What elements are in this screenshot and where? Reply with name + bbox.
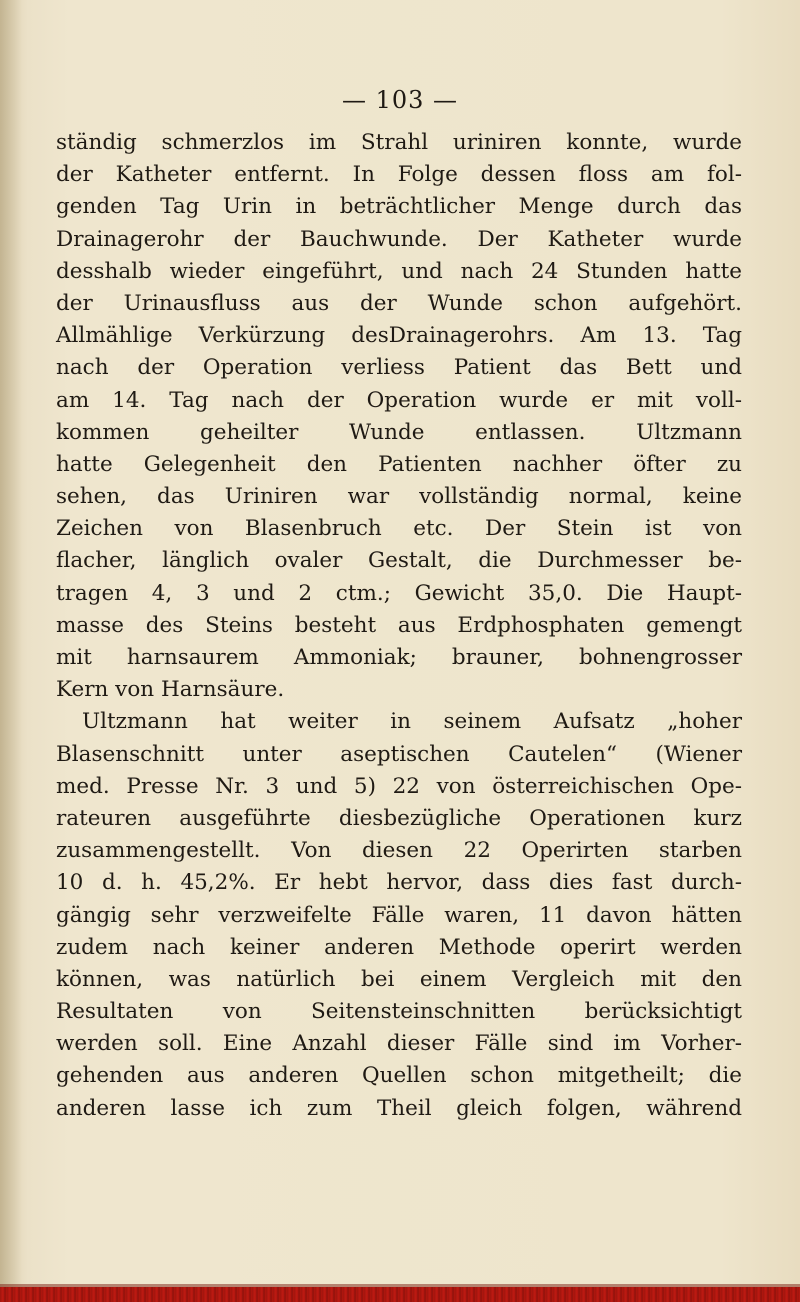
text-line: masse des Steins besteht aus Erdphosphaten gemengt: [56, 612, 742, 638]
bottom-edge-band: [0, 1287, 800, 1302]
text-line: Drainagerohr der Bauchwunde. Der Katheter wurde: [56, 226, 742, 252]
text-line: med. Presse Nr. 3 und 5) 22 von österreichischen Ope-: [56, 773, 742, 799]
text-line: Zeichen von Blasenbruch etc. Der Stein ist von: [56, 516, 742, 542]
text-line: kommen geheilter Wunde entlassen. Ultzmann: [56, 419, 742, 445]
text-line: anderen lasse ich zum Theil gleich folgen, während: [56, 1095, 742, 1121]
text-line: gehenden aus anderen Quellen schon mitgetheilt; die: [56, 1063, 742, 1089]
text-line: Blasenschnitt unter aseptischen Cautelen“ (Wiener: [56, 741, 742, 767]
page-edge-shadow: [0, 0, 22, 1302]
paragraph-start-line: Ultzmann hat weiter in seinem Aufsatz „hoher: [82, 709, 742, 735]
text-line: hatte Gelegenheit den Patienten nachher öfter zu: [56, 451, 742, 477]
text-line: Allmählige Verkürzung desDrainagerohrs. Am 13. Tag: [56, 323, 742, 349]
text-line: gängig sehr verzweifelte Fälle waren, 11 davon hätten: [56, 902, 742, 928]
body-text: [56, 127, 742, 1125]
text-line: zusammengestellt. Von diesen 22 Operirten starben: [56, 838, 742, 864]
text-line: Resultaten von Seitensteinschnitten berücksichtigt: [56, 999, 742, 1025]
text-line: genden Tag Urin in beträchtlicher Menge durch das: [56, 194, 742, 220]
text-line: mit harnsaurem Ammoniak; brauner, bohnengrosser: [56, 645, 742, 670]
text-line: nach der Operation verliess Patient das Bett und: [56, 355, 742, 381]
text-line: ständig schmerzlos im Strahl uriniren konnte, wurde: [56, 130, 742, 155]
page-number: — 103 —: [341, 86, 459, 114]
paragraph-end-line: Kern von Harnsäure.: [56, 677, 285, 703]
text-line: rateuren ausgeführte diesbezügliche Operationen kurz: [56, 805, 742, 831]
text-line: werden soll. Eine Anzahl dieser Fälle sind im Vorher-: [56, 1031, 742, 1057]
text-line: am 14. Tag nach der Operation wurde er mit voll-: [56, 387, 742, 413]
text-line: zudem nach keiner anderen Methode operirt werden: [56, 934, 742, 960]
text-line: desshalb wieder eingeführt, und nach 24 Stunden hatte: [56, 258, 742, 284]
text-line: der Katheter entfernt. In Folge dessen floss am fol-: [56, 162, 742, 188]
text-line: können, was natürlich bei einem Vergleich mit den: [56, 966, 742, 992]
text-line: flacher, länglich ovaler Gestalt, die Durchmesser be-: [56, 548, 742, 574]
text-line: 10 d. h. 45,2%. Er hebt hervor, dass dies fast durch-: [56, 870, 742, 896]
text-line: sehen, das Uriniren war vollständig normal, keine: [56, 484, 742, 510]
text-line: der Urinausfluss aus der Wunde schon aufgehört.: [56, 290, 742, 316]
text-line: tragen 4, 3 und 2 ctm.; Gewicht 35,0. Die Haupt-: [56, 580, 742, 606]
